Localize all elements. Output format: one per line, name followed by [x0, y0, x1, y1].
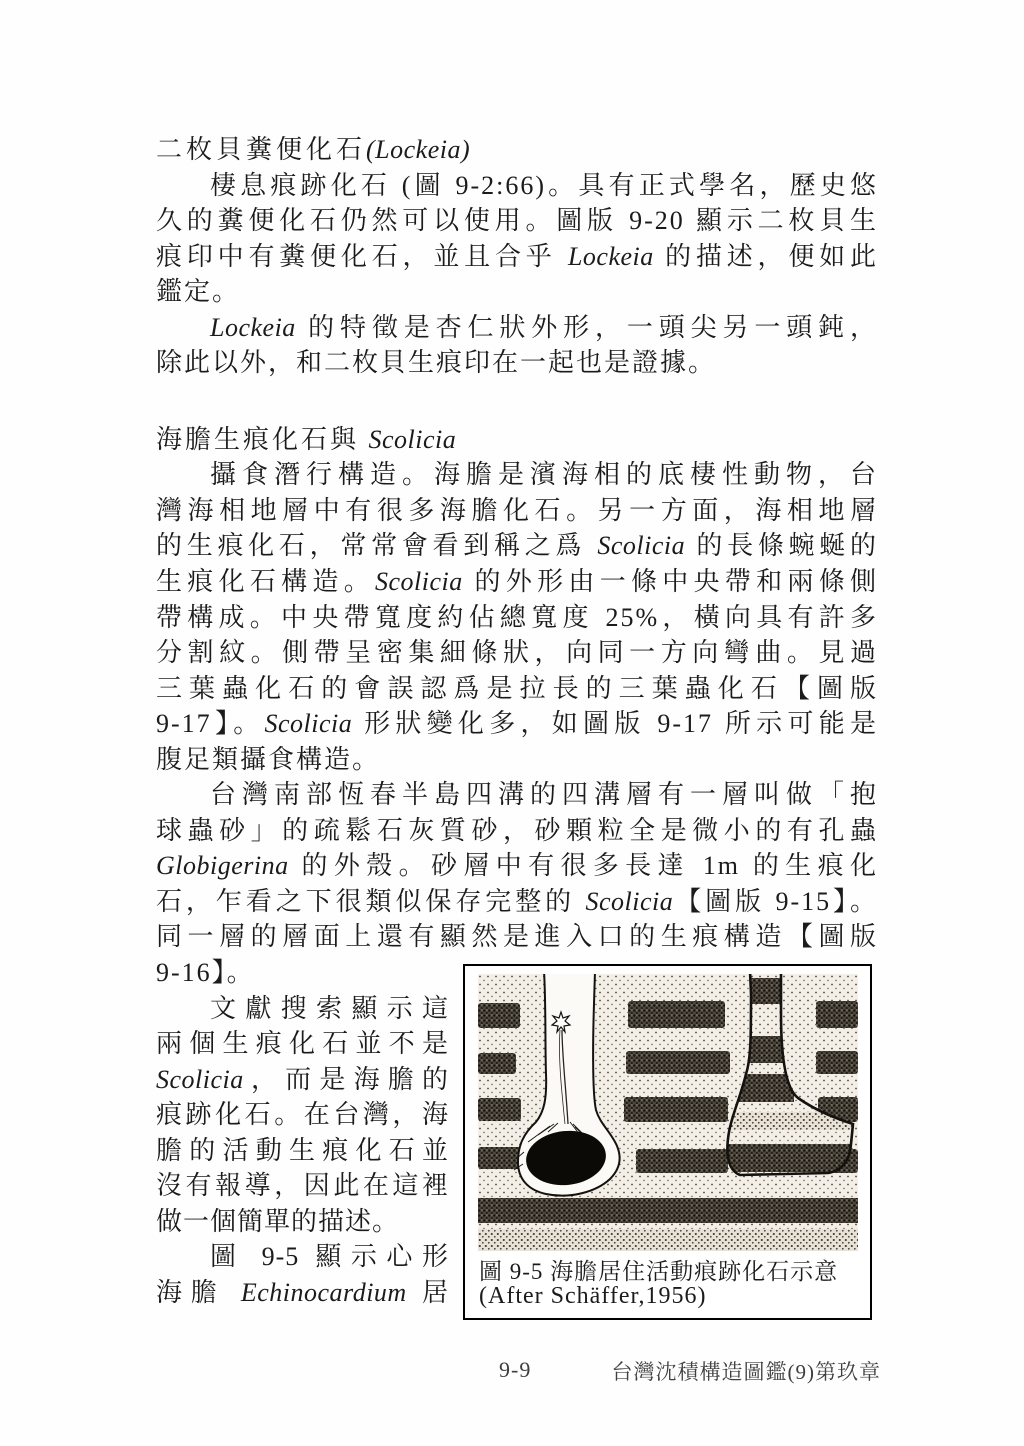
text-line: [156, 239, 878, 275]
text-line: 腹足類攝食構造。: [156, 744, 381, 774]
paragraph-4: [156, 777, 878, 990]
text-line: 文獻搜索顯示這: [210, 993, 449, 1023]
echinoid-burrow-illustration: [478, 974, 858, 1251]
genus-name: Lockeia: [567, 241, 654, 271]
text-line: 攝食潛行構造。海膽是濱海相的底棲性動物，台: [210, 460, 878, 490]
text-run: 痕印中有糞便化石，並且合乎: [156, 241, 568, 271]
section-title-text: 二枚貝糞便化石: [156, 135, 367, 164]
text-run: 居: [406, 1277, 449, 1307]
text-run: 的生痕化石，常常會看到稱之爲: [156, 531, 598, 561]
text-line: 除此以外，和二枚貝生痕印在一起也是證據。: [156, 348, 717, 378]
text-line: [156, 706, 878, 742]
text-line: 同一層的層面上還有顯然是進入口的生痕構造【圖版: [156, 922, 878, 952]
text-line: 兩個生痕化石並不是: [156, 1029, 449, 1059]
text-line: [156, 310, 878, 346]
text-line: [156, 528, 878, 564]
paragraph-2: [156, 310, 878, 381]
section-title-latin: (Lockeia): [366, 135, 471, 164]
text-run: 生痕化石構造。: [156, 567, 375, 597]
text-line: 圖 9-5 顯示心形: [210, 1242, 449, 1272]
text-line: [156, 884, 878, 920]
text-run: 【圖版 9-15】。: [673, 886, 878, 916]
text-line: 棲息痕跡化石 (圖 9-2:66)。具有正式學名，歷史悠: [210, 170, 878, 200]
text-line: [156, 564, 878, 600]
figure-caption-source: (After Schäffer,1956): [479, 1283, 707, 1309]
text-line: 帶構成。中央帶寬度約佔總寬度 25%，橫向具有許多: [156, 602, 878, 632]
text-line: [156, 1062, 449, 1098]
section-title-lockeia: [156, 132, 878, 168]
section-heading-latin: Scolicia: [368, 424, 457, 454]
text-run: 的外形由一條中央帶和兩條側: [462, 567, 878, 597]
text-line: 沒有報導，因此在這裡: [156, 1171, 449, 1201]
text-run: ，而是海膽的: [243, 1064, 449, 1094]
text-line: 鑑定。: [156, 277, 241, 307]
text-run: 9-17】。: [156, 709, 265, 739]
figure-9-5: [463, 964, 872, 1320]
text-run: 的長條蜿蜒的: [685, 531, 878, 561]
genus-name: Scolicia: [585, 886, 674, 916]
text-run: 的特徵是杏仁狀外形，一頭尖另一頭鈍，: [295, 312, 878, 342]
text-line: [156, 1275, 449, 1311]
text-line: 台灣南部恆春半島四溝的四溝層有一層叫做「抱: [210, 780, 878, 810]
text-run: 石，乍看之下很類似保存完整的: [156, 886, 586, 916]
text-run: 海膽: [156, 1277, 241, 1307]
page-number: 9-9: [499, 1357, 532, 1382]
text-line: 灣海相地層中有很多海膽化石。另一方面，海相地層: [156, 495, 878, 525]
figure-illustration: [478, 974, 858, 1251]
text-run: 的描述，便如此: [653, 241, 878, 271]
text-run: 形狀變化多，如圖版 9-17 所示可能是: [352, 709, 878, 739]
paragraph-3: [156, 457, 878, 777]
text-line: 做一個簡單的描述。: [156, 1206, 400, 1236]
genus-name: Scolicia: [156, 1064, 244, 1094]
text-line: 分割紋。側帶呈密集細條狀，向同一方向彎曲。見過: [156, 638, 878, 668]
text-run: 的外殼。砂層中有很多長達 1m 的生痕化: [288, 851, 878, 881]
genus-name: Globigerina: [156, 851, 289, 881]
text-line: 久的糞便化石仍然可以使用。圖版 9-20 顯示二枚貝生: [156, 206, 878, 236]
text-line: 球蟲砂」的疏鬆石灰質砂，砂顆粒全是微小的有孔蟲: [156, 815, 878, 845]
paragraph-5-wrapped-column: [156, 991, 449, 1311]
figure-caption: 圖 9-5 海膽居住活動痕跡化石示意: [479, 1259, 839, 1284]
genus-name: Scolicia: [375, 567, 463, 597]
genus-name: Echinocardium: [240, 1277, 407, 1307]
text-line: 膽的活動生痕化石並: [156, 1135, 449, 1165]
text-line: 9-16】。: [156, 958, 255, 988]
text-line: 痕跡化石。在台灣，海: [156, 1100, 449, 1130]
genus-name: Scolicia: [264, 709, 353, 739]
text-line: 三葉蟲化石的會誤認爲是拉長的三葉蟲化石【圖版: [156, 673, 878, 703]
paragraph-1: [156, 168, 878, 310]
text-line: [156, 848, 878, 884]
genus-name: Scolicia: [597, 531, 686, 561]
genus-name: Lockeia: [210, 312, 296, 342]
section-heading-text: 海膽生痕化石與: [156, 424, 369, 454]
section-heading-scolicia: [156, 422, 878, 458]
running-footer-book-title: 台灣沈積構造圖鑑(9)第玖章: [611, 1360, 881, 1384]
